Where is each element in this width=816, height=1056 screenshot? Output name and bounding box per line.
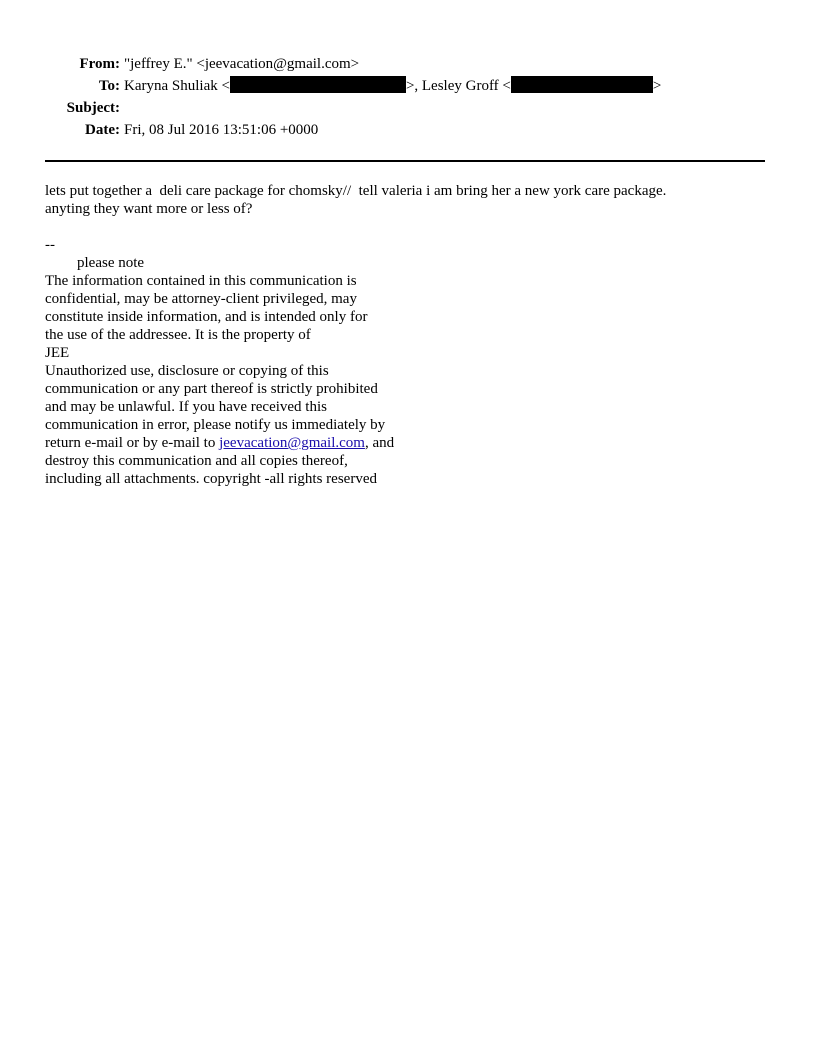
disclaimer-line-1: The information contained in this communication is bbox=[45, 273, 357, 289]
body-line-1: lets put together a deli care package for chomsky// tell valeria i am bring her a new york care package. bbox=[45, 183, 667, 199]
body-line-2: anyting they want more or less of? bbox=[45, 201, 253, 217]
header-divider bbox=[45, 160, 765, 162]
return-line bbox=[45, 434, 775, 452]
disclaimer-line-3: constitute inside information, and is intended only for bbox=[45, 309, 368, 325]
redaction-block-2 bbox=[511, 76, 653, 93]
closing-line-2: including all attachments. copyright -all rights reserved bbox=[45, 471, 377, 487]
subject-row bbox=[0, 97, 816, 119]
disclaimer-line-7: communication or any part thereof is strictly prohibited bbox=[45, 381, 378, 397]
signature-dash: -- bbox=[45, 237, 55, 253]
date-value: Fri, 08 Jul 2016 13:51:06 +0000 bbox=[124, 122, 319, 138]
to-value bbox=[124, 75, 661, 97]
disclaimer-line-2: confidential, may be attorney-client privileged, may bbox=[45, 291, 357, 307]
to-label: To: bbox=[98, 78, 120, 94]
from-label: From: bbox=[79, 56, 120, 72]
subject-label: Subject: bbox=[66, 100, 120, 116]
to-recipient-1: Karyna Shuliak < bbox=[124, 78, 230, 94]
from-value: "jeffrey E." <jeevacation@gmail.com> bbox=[124, 56, 360, 72]
date-label: Date: bbox=[85, 122, 120, 138]
signature-note: please note bbox=[77, 255, 145, 271]
blank-line bbox=[45, 218, 775, 236]
disclaimer-line-4: the use of the addressee. It is the property of bbox=[45, 327, 311, 343]
disclaimer-line-8: and may be unlawful. If you have received this bbox=[45, 399, 327, 415]
email-body bbox=[45, 182, 775, 488]
date-row bbox=[0, 119, 816, 141]
email-link[interactable]: jeevacation@gmail.com bbox=[219, 435, 365, 451]
return-prefix: return e-mail or by e-mail to bbox=[45, 435, 220, 451]
return-suffix: , and bbox=[364, 435, 395, 451]
disclaimer-line-9: communication in error, please notify us immediately by bbox=[45, 417, 386, 433]
disclaimer-line-6: Unauthorized use, disclosure or copying of this bbox=[45, 363, 329, 379]
to-separator: >, Lesley Groff < bbox=[405, 78, 511, 94]
disclaimer-line-5: JEE bbox=[45, 345, 70, 361]
closing-line-1: destroy this communication and all copies thereof, bbox=[45, 453, 348, 469]
from-row bbox=[0, 53, 816, 75]
email-header bbox=[0, 53, 816, 141]
to-row bbox=[0, 75, 816, 97]
to-end: > bbox=[652, 78, 662, 94]
redaction-block-1 bbox=[230, 76, 406, 93]
